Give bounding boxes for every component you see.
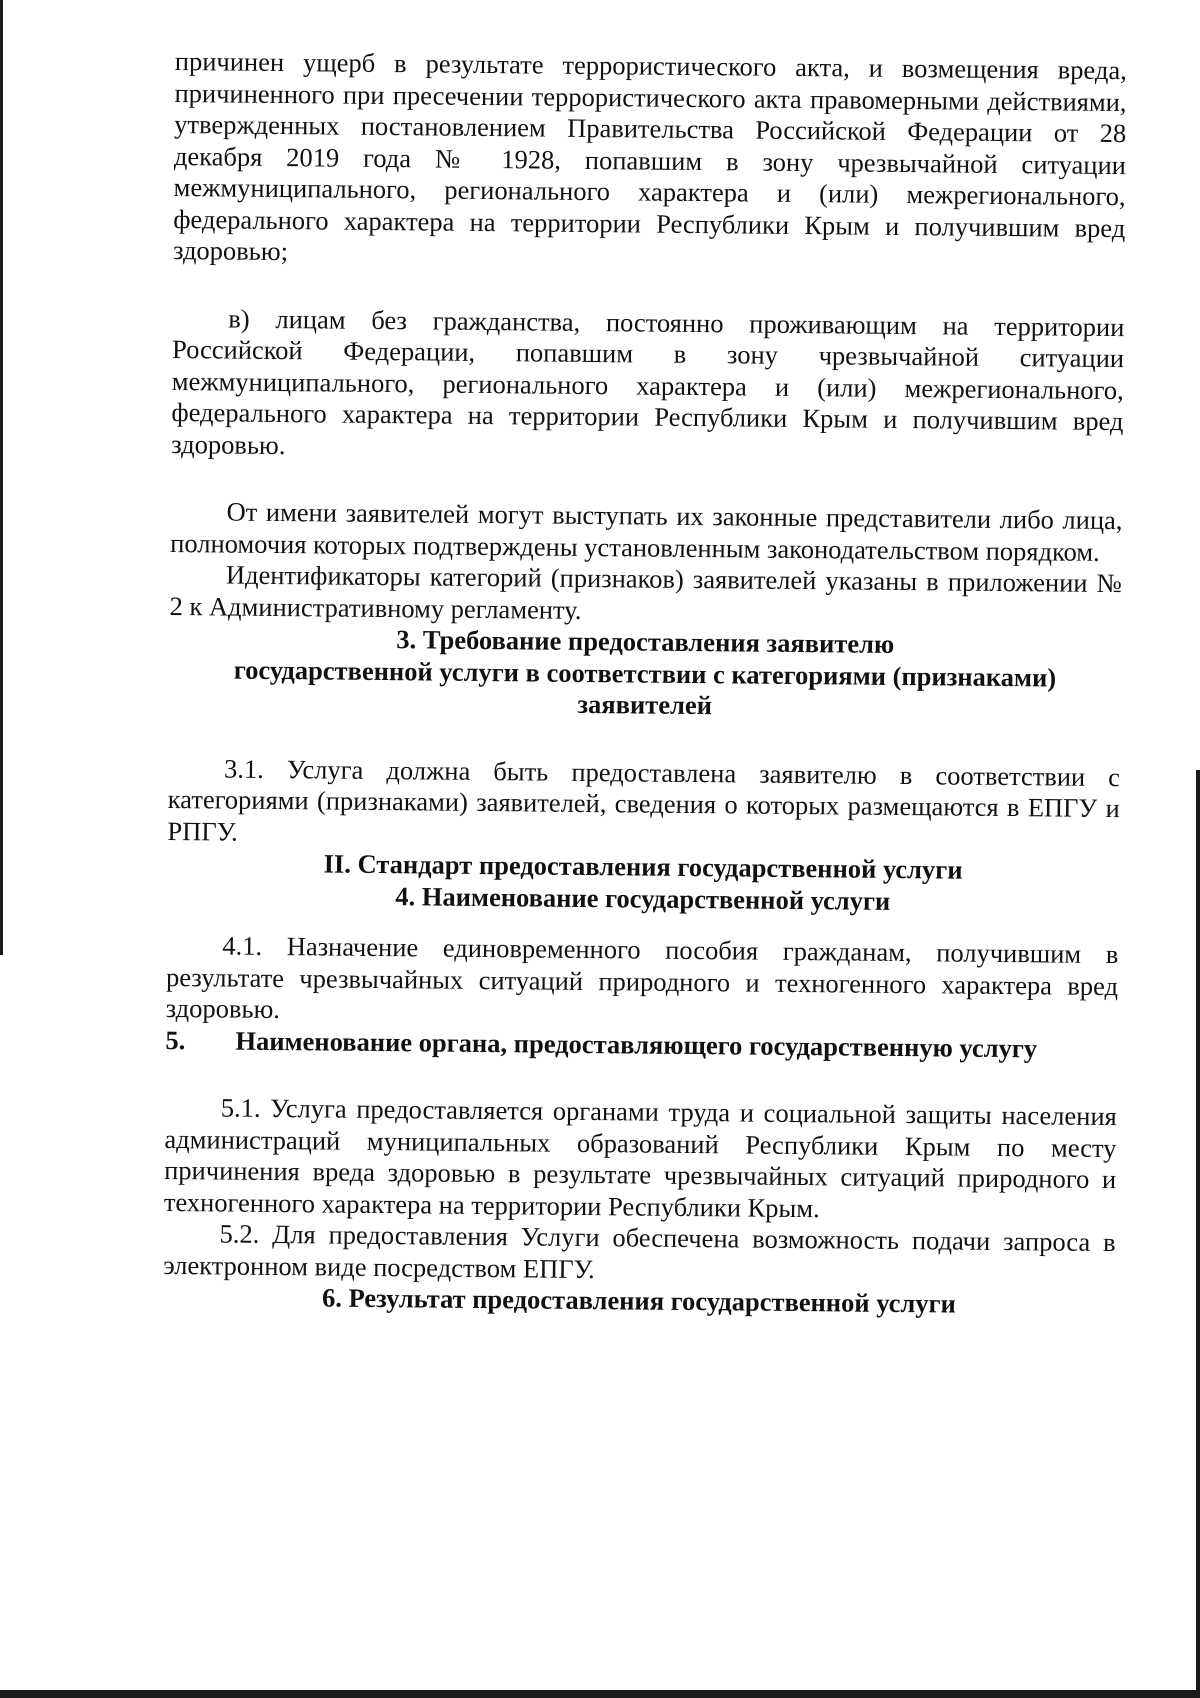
paragraph-identifiers: Идентификаторы категорий (признаков) заявителей указаны в приложении № 2 к Административному регламенту. <box>169 559 1123 625</box>
heading-section-5-text: Наименование органа, предоставляющего государственную услугу <box>235 1025 1038 1063</box>
scan-edge-right <box>1196 770 1200 1698</box>
paragraph-5-1: 5.1. Услуга предоставляется органами труда и социальной защиты населения администраций муниципальных образований Республики Крым по месту причинения вреда здоровью в результате чрезвычайных ситуаций природного и техногенного характера на территории Республики Крым. <box>163 1092 1117 1223</box>
heading-section-3-line1: 3. Требование предоставления заявителю <box>396 624 895 659</box>
scan-edge-bottom <box>0 1690 1200 1698</box>
heading-section-3-line2: государственной услуги в соответствии с категориями (признаками) <box>233 654 1057 692</box>
paragraph-stateless-persons: в) лицам без гражданства, постоянно проживающим на территории Российской Федерации, попавшим в зону чрезвычайной ситуации межмуниципального, регионального характера и (или) межрегионального, федерального характера на территории Республики Крым и получившим вред здоровью. <box>171 303 1125 460</box>
heading-part-2: II. Стандарт предоставления государственной услуги <box>323 848 963 885</box>
scan-edge-left <box>0 0 3 955</box>
paragraph-damage-continuation: причинен ущерб в результате террористического акта, и возмещения вреда, причиненного при пресечении террористического акта правомерными действиями, утвержденных постановлением Правительства Российской Федерации от 28 декабря 2019 года № 1928, попавшим в зону чрезвычайной ситуации межмуниципального, регионального характера и (или) межрегионального, федерального характера на территории Республики Крым и получившим вред здоровью; <box>172 46 1127 267</box>
heading-section-4: 4. Наименование государственной услуги <box>395 880 891 916</box>
heading-section-6: 6. Результат предоставления государственной услуги <box>321 1282 957 1319</box>
paragraph-representatives: От имени заявителей могут выступать их законные представители либо лица, полномочия которых подтверждены установленным законодательством порядком. <box>170 496 1123 567</box>
heading-section-3-line3: заявителей <box>577 688 713 721</box>
paragraph-5-2: 5.2. Для предоставления Услуги обеспечена возможность подачи запроса в электронном виде посредством ЕПГУ. <box>163 1218 1116 1284</box>
heading-section-5-number: 5. <box>165 1024 186 1055</box>
heading-section-3 <box>169 622 1122 726</box>
paragraph-4-1: 4.1. Назначение единовременного пособия гражданам, получившим в результате чрезвычайных ситуаций природного и техногенного характера вред здоровью. <box>165 930 1119 1025</box>
paragraph-3-1: 3.1. Услуга должна быть предоставлена заявителю в соответствии с категориями (признаками) заявителей, сведения о которых размещаются в ЕПГУ и РПГУ. <box>167 753 1121 847</box>
document-page <box>163 46 1127 1322</box>
